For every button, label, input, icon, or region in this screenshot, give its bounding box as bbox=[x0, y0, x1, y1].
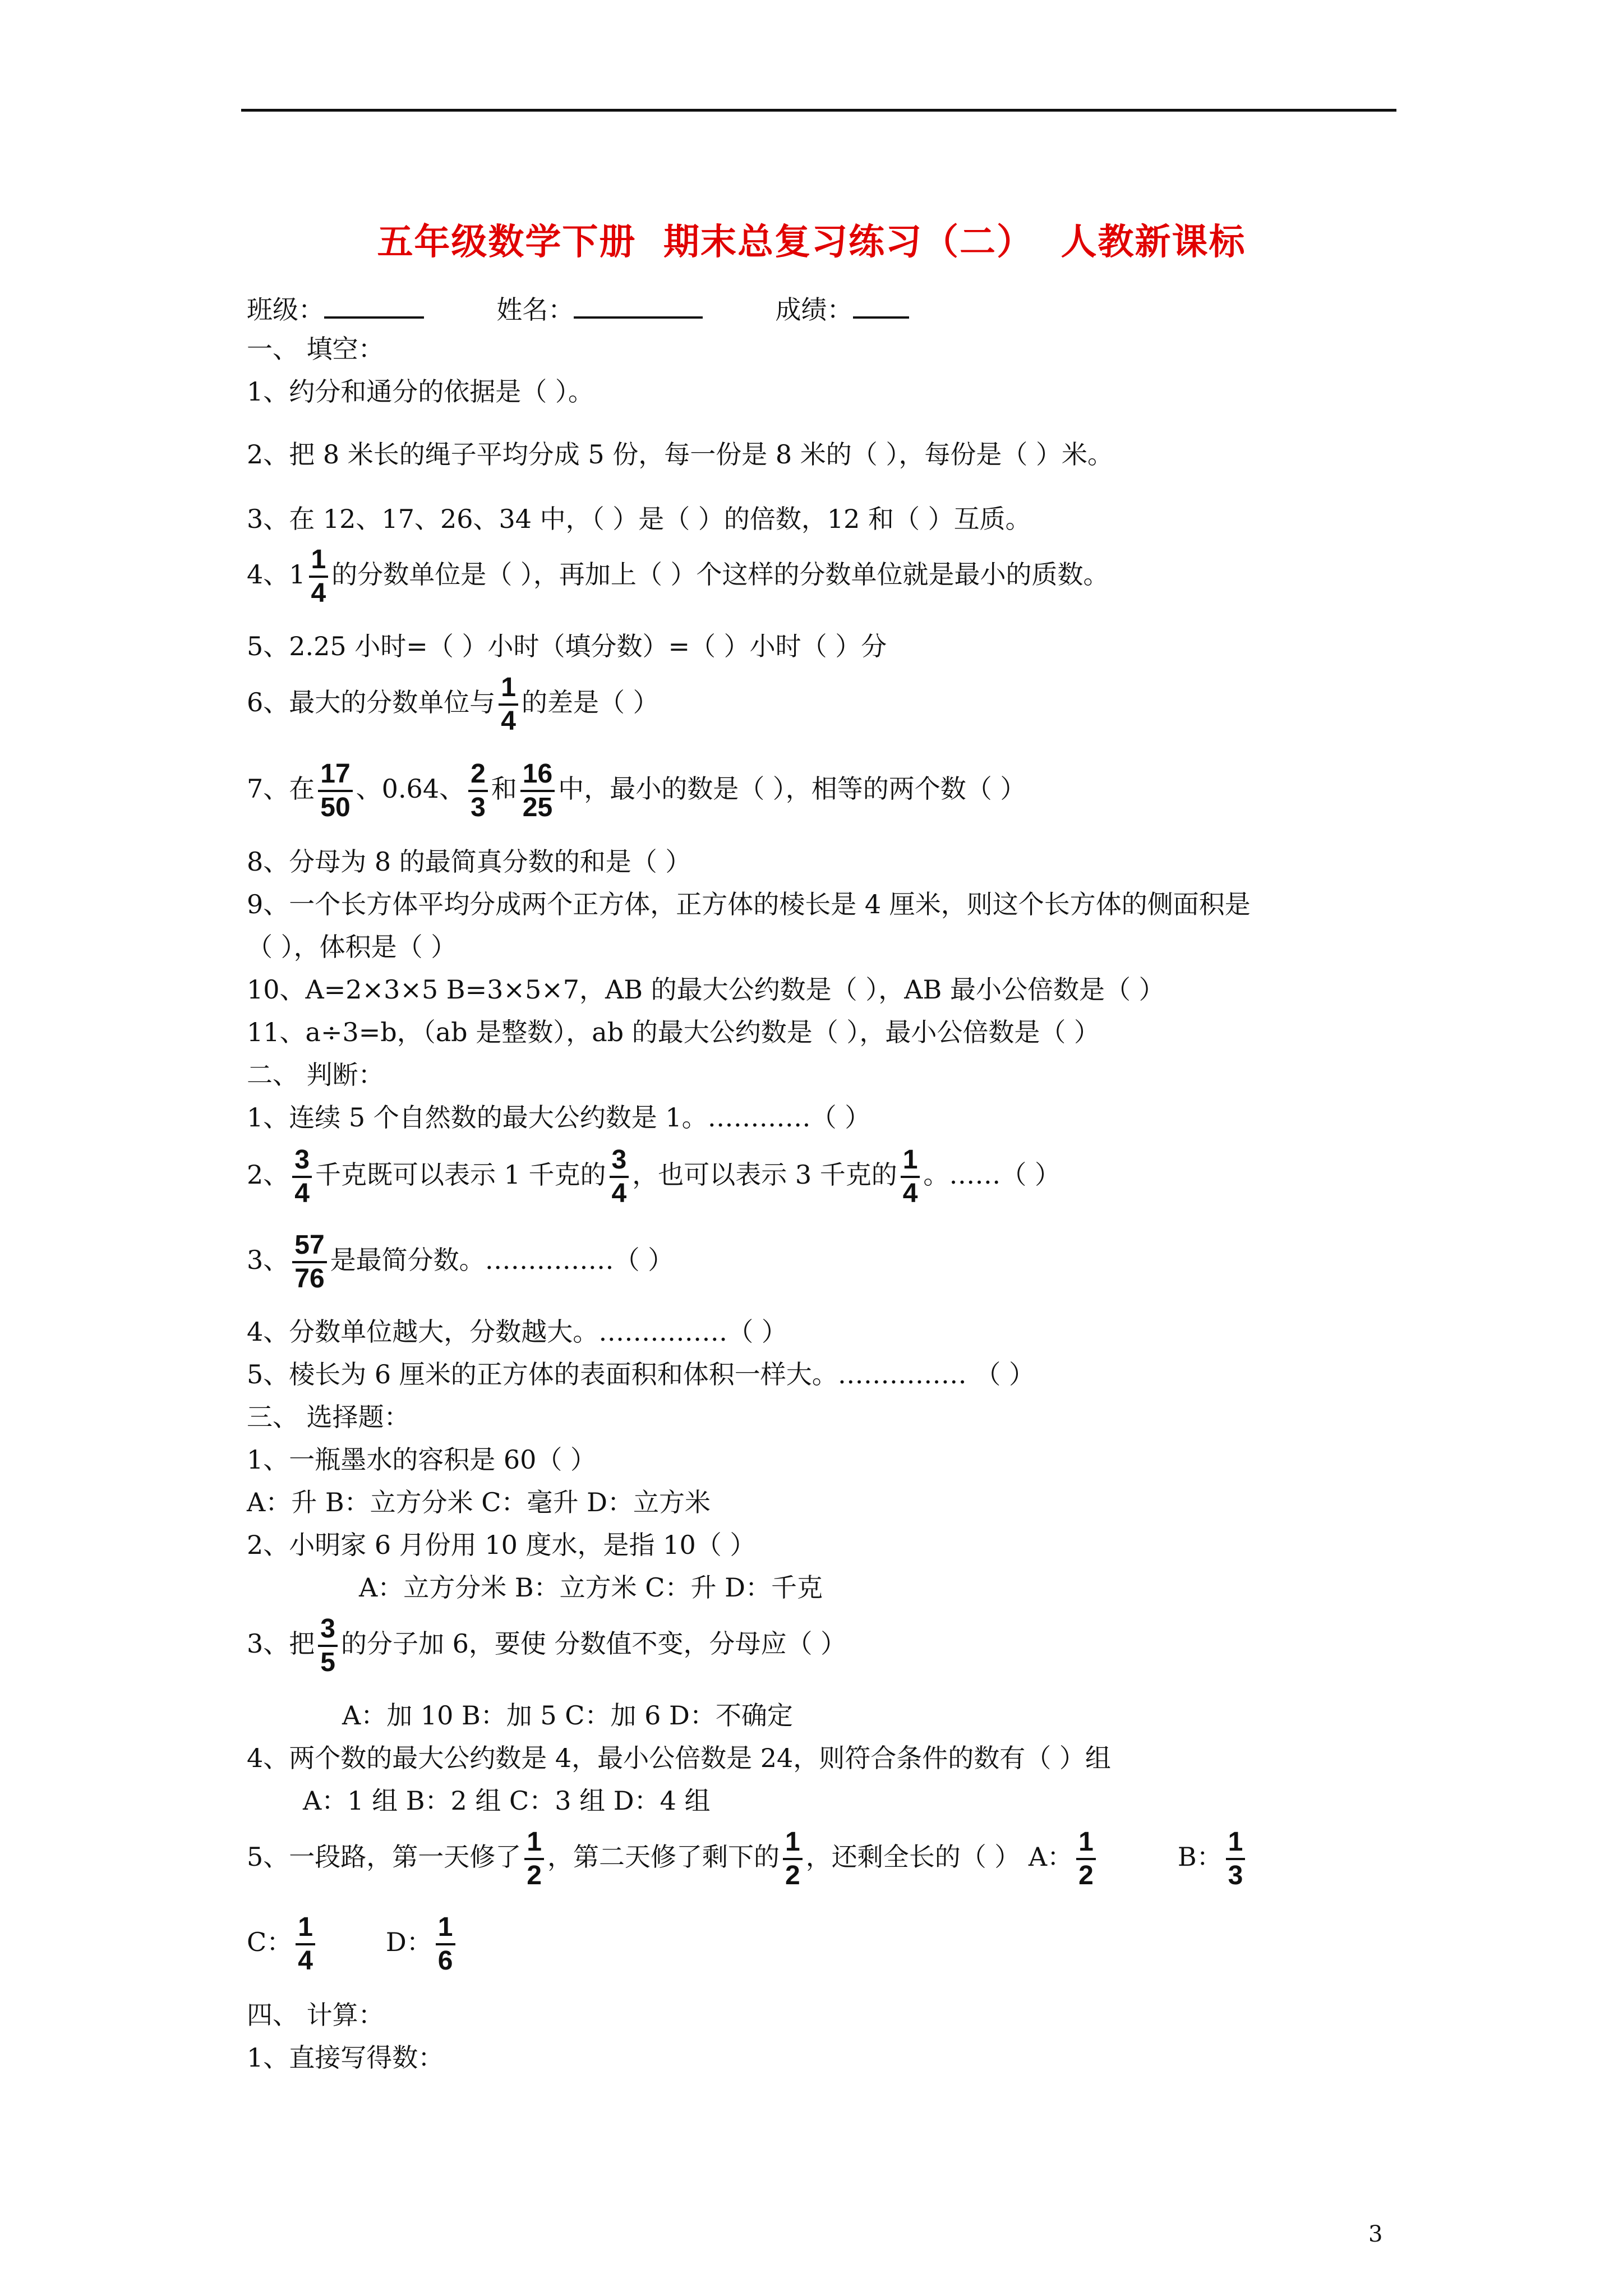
question-text: 3、 bbox=[247, 1245, 289, 1275]
fraction-denominator: 4 bbox=[298, 1946, 313, 1976]
name-blank[interactable] bbox=[574, 291, 703, 319]
fraction-denominator: 2 bbox=[1078, 1861, 1094, 1890]
answer-options: A：立方分米 B：立方米 C：升 D：千克 bbox=[359, 1572, 823, 1603]
question-text: 5、一段路，第一天修了 bbox=[247, 1842, 522, 1872]
question-row bbox=[247, 1912, 459, 1977]
question-text: 7、在 bbox=[247, 774, 315, 804]
fraction-numerator: 16 bbox=[522, 759, 553, 789]
question-row bbox=[247, 758, 1026, 823]
fraction-denominator: 6 bbox=[437, 1946, 453, 1976]
question-row bbox=[247, 1230, 674, 1295]
fraction-denominator: 3 bbox=[471, 793, 486, 822]
fraction-denominator: 76 bbox=[294, 1264, 325, 1294]
fraction-numerator: 1 bbox=[437, 1912, 453, 1942]
question-text: 1、一瓶墨水的容积是 60（ ） bbox=[247, 1444, 597, 1475]
question-text: 10、A=2×3×5 B=3×5×7，AB 的最大公约数是（ ），AB 最小公倍数是（ ） bbox=[247, 974, 1165, 1005]
option-label: C： bbox=[247, 1927, 293, 1957]
fraction-numerator: 1 bbox=[902, 1145, 918, 1175]
fraction-denominator: 4 bbox=[611, 1179, 627, 1208]
fraction bbox=[468, 758, 488, 823]
question-text: 的差是（ ） bbox=[521, 687, 659, 717]
fraction-numerator: 1 bbox=[298, 1912, 313, 1942]
question-text: 4、1 bbox=[247, 559, 306, 590]
fraction-denominator: 25 bbox=[522, 793, 553, 822]
question-text: 11、a÷3=b，（ab 是整数），ab 的最大公约数是（ ），最小公倍数是（ ） bbox=[247, 1017, 1100, 1047]
fraction bbox=[901, 1144, 920, 1209]
option-label: B： bbox=[1177, 1842, 1223, 1872]
question-text: 4、分数单位越大，分数越大。……………（ ） bbox=[247, 1317, 787, 1347]
fraction bbox=[1226, 1826, 1246, 1892]
question-text: 1、约分和通分的依据是（ ）。 bbox=[247, 376, 594, 407]
fraction-numerator: 1 bbox=[527, 1827, 542, 1857]
score-label: 成绩： bbox=[775, 295, 853, 325]
fraction-denominator: 2 bbox=[785, 1861, 800, 1890]
option-label: D： bbox=[385, 1927, 432, 1957]
answer-options: A：加 10 B：加 5 C：加 6 D：不确定 bbox=[342, 1700, 793, 1731]
fraction-numerator: 1 bbox=[785, 1827, 800, 1857]
question-text: 中，最小的数是（ ），相等的两个数（ ） bbox=[558, 774, 1026, 804]
question-text: 2、小明家 6 月份用 10 度水，是指 10（ ） bbox=[247, 1530, 756, 1560]
answer-options: A：升 B：立方分米 C：毫升 D：立方米 bbox=[247, 1487, 711, 1517]
question-text: ，还剩全长的（ ） A： bbox=[805, 1842, 1073, 1872]
question-text: 9、一个长方体平均分成两个正方体，正方体的棱长是 4 厘米，则这个长方体的侧面积是 bbox=[247, 889, 1251, 919]
question-text: 。……（ ） bbox=[923, 1159, 1061, 1190]
question-text: 的分数单位是（ ），再加上（ ）个这样的分数单位就是最小的质数。 bbox=[331, 559, 1109, 590]
fraction-denominator: 3 bbox=[1228, 1861, 1243, 1890]
fraction-numerator: 1 bbox=[1228, 1827, 1243, 1857]
class-blank[interactable] bbox=[324, 291, 424, 319]
fraction bbox=[292, 1230, 326, 1295]
fraction bbox=[520, 758, 555, 823]
fraction bbox=[783, 1826, 803, 1892]
question-text: 2、把 8 米长的绳子平均分成 5 份，每一份是 8 米的（ ），每份是（ ）米。 bbox=[247, 439, 1114, 470]
fraction bbox=[436, 1912, 455, 1977]
question-text: 是最简分数。……………（ ） bbox=[330, 1245, 674, 1275]
fraction-numerator: 57 bbox=[294, 1230, 325, 1260]
answer-options: A：1 组 B：2 组 C：3 组 D：4 组 bbox=[303, 1786, 711, 1816]
fraction bbox=[499, 672, 518, 737]
question-row bbox=[247, 544, 1109, 609]
fraction-denominator: 2 bbox=[527, 1861, 542, 1890]
question-text: 5、2.25 小时=（ ）小时（填分数）=（ ）小时（ ）分 bbox=[247, 631, 887, 661]
section-heading: 三、 选择题： bbox=[247, 1402, 410, 1432]
section-heading: 二、 判断： bbox=[247, 1060, 384, 1090]
question-text: 2、 bbox=[247, 1159, 289, 1190]
fraction bbox=[309, 544, 329, 609]
fraction bbox=[318, 758, 352, 823]
question-text: 和 bbox=[491, 774, 517, 804]
score-blank[interactable] bbox=[853, 291, 909, 319]
fraction bbox=[524, 1826, 544, 1892]
fraction-numerator: 2 bbox=[471, 759, 486, 789]
section-heading: 一、 填空： bbox=[247, 334, 384, 364]
fraction-denominator: 4 bbox=[902, 1179, 918, 1208]
question-text: 的分子加 6，要使 分数值不变，分母应（ ） bbox=[340, 1628, 847, 1659]
question-text: 6、最大的分数单位与 bbox=[247, 687, 496, 717]
section-heading: 四、 计算： bbox=[247, 2000, 384, 2030]
question-text: 1、连续 5 个自然数的最大公约数是 1。…………（ ） bbox=[247, 1102, 871, 1133]
fraction bbox=[1076, 1826, 1096, 1892]
question-text: 千克既可以表示 1 千克的 bbox=[315, 1159, 606, 1190]
question-text: 3、在 12、17、26、34 中，（ ）是（ ）的倍数，12 和（ ）互质。 bbox=[247, 504, 1031, 534]
fraction bbox=[292, 1144, 312, 1209]
fraction bbox=[610, 1144, 629, 1209]
question-text: ，第二天修了剩下的 bbox=[547, 1842, 780, 1872]
fraction-numerator: 3 bbox=[320, 1614, 335, 1644]
fraction-denominator: 50 bbox=[320, 793, 351, 822]
question-text: 4、两个数的最大公约数是 4，最小公倍数是 24，则符合条件的数有（ ）组 bbox=[247, 1743, 1111, 1773]
question-text: 1、直接写得数： bbox=[247, 2042, 444, 2073]
question-text: 5、棱长为 6 厘米的正方体的表面积和体积一样大。…………… （ ） bbox=[247, 1359, 1035, 1389]
fraction-numerator: 1 bbox=[311, 545, 326, 574]
fraction-numerator: 1 bbox=[501, 673, 516, 702]
fraction-denominator: 5 bbox=[320, 1648, 335, 1677]
student-info-line bbox=[247, 291, 909, 326]
question-text: 、0.64、 bbox=[356, 774, 465, 804]
fraction-numerator: 3 bbox=[611, 1145, 627, 1175]
question-text: 8、分母为 8 的最简真分数的和是（ ） bbox=[247, 846, 691, 877]
fraction-denominator: 4 bbox=[501, 706, 516, 736]
question-text: （ ），体积是（ ） bbox=[247, 932, 457, 962]
fraction-denominator: 4 bbox=[294, 1179, 310, 1208]
header-rule bbox=[241, 109, 1396, 112]
fraction-numerator: 17 bbox=[320, 759, 351, 789]
question-row bbox=[247, 1613, 846, 1678]
page-title: 五年级数学下册 期末总复习练习（二） 人教新课标 bbox=[377, 221, 1246, 263]
fraction bbox=[296, 1912, 315, 1977]
question-text: 3、把 bbox=[247, 1628, 315, 1659]
question-row bbox=[247, 1826, 1248, 1892]
fraction-denominator: 4 bbox=[311, 578, 326, 608]
fraction bbox=[318, 1613, 338, 1678]
fraction-numerator: 1 bbox=[1078, 1827, 1094, 1857]
class-label: 班级： bbox=[247, 295, 324, 325]
question-row bbox=[247, 1144, 1061, 1209]
fraction-numerator: 3 bbox=[294, 1145, 310, 1175]
name-label: 姓名： bbox=[496, 295, 574, 325]
question-text: ，也可以表示 3 千克的 bbox=[632, 1159, 897, 1190]
question-row bbox=[247, 672, 659, 737]
page-number: 3 bbox=[1368, 2221, 1383, 2247]
